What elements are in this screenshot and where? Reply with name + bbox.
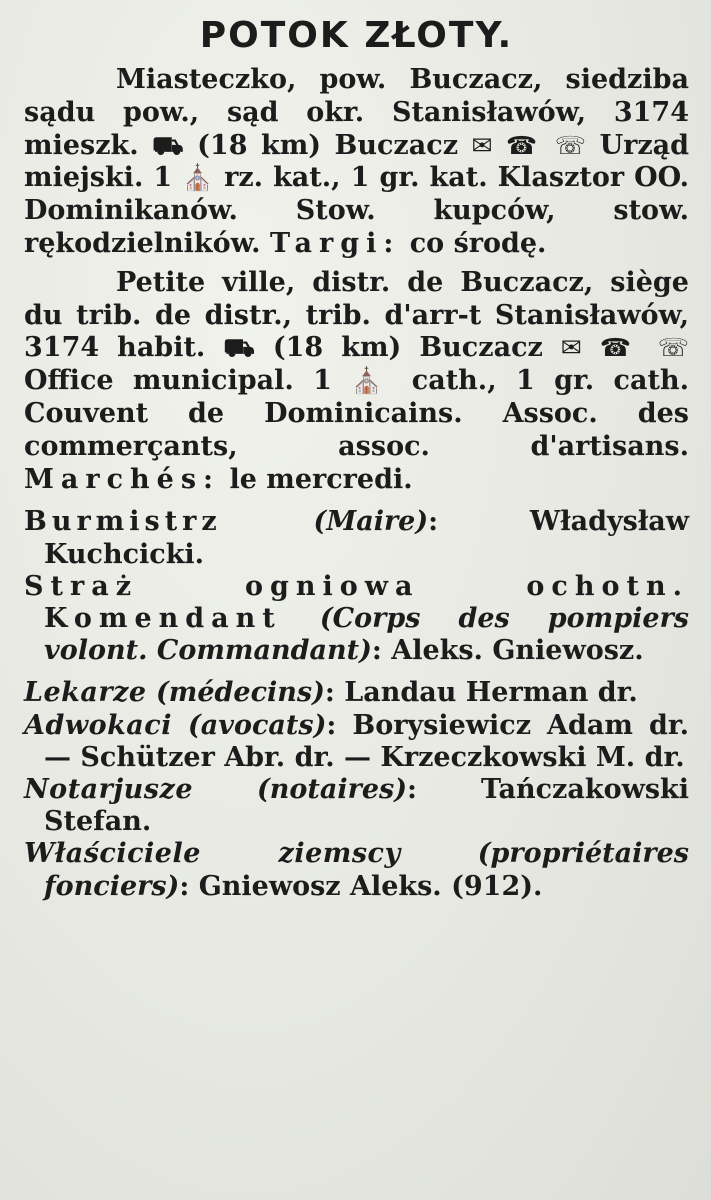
post-office-icon: ✉ — [471, 130, 493, 160]
telegraph-icon: ☎ — [506, 130, 542, 160]
marches-value: le mercredi. — [229, 463, 413, 495]
lekarze-value: : Landau Herman dr. — [324, 677, 638, 709]
railway-icon-fr: ⛟ — [223, 333, 255, 363]
french-paragraph — [24, 267, 689, 497]
entry-notarjusze — [24, 774, 689, 838]
polish-paragraph — [24, 64, 689, 261]
entry-burmistrz — [24, 506, 689, 570]
entry-wlasciciele — [24, 838, 689, 902]
church-icon: ⛪ — [182, 163, 215, 193]
wlasciciele-fr: (propriétaires fonciers) — [44, 838, 689, 902]
polish-text-4: rz. kat., 1 gr. kat. Klasztor OO. Dominikanów. Stow. kupców, stow. rękodzielników. — [24, 162, 690, 259]
adwokaci-fr: (avocats) — [188, 709, 327, 741]
french-text-1: Petite ville, distr. de Buczacz, siège du trib. de distr., trib. d'arr-t Stanisławów, 3174 habit. — [24, 266, 689, 364]
straz-value: : Aleks. Gniewosz. — [371, 635, 644, 667]
entry-straz — [24, 571, 689, 668]
notarjusze-fr: (notaires) — [257, 773, 408, 805]
targi-value: co środę. — [409, 227, 547, 259]
straz-fr: (Corps des pompiers volont. Commandant) — [44, 602, 689, 667]
lekarze-label: Lekarze — [24, 677, 147, 709]
page-title: POTOK ZŁOTY. — [199, 15, 514, 56]
polish-text-3: Urząd miejski. 1 — [24, 129, 690, 194]
telegraph-icon-fr: ☎ — [599, 333, 640, 363]
telephone-icon-fr: ☏ — [657, 333, 689, 363]
adwokaci-value: : Borysiewicz Adam dr. — Schützer Abr. dr. — Krzeczkowski M. dr. — [44, 709, 689, 773]
telephone-icon: ☏ — [554, 130, 587, 160]
adwokaci-label: Adwokaci — [24, 709, 172, 741]
entry-lekarze — [24, 677, 689, 709]
marches-label: Marchés: — [24, 463, 221, 495]
burmistrz-label: Burmistrz — [24, 506, 222, 538]
post-office-icon-fr: ✉ — [560, 333, 582, 363]
polish-text-1: Miasteczko, pow. Buczacz, siedziba sądu pow., sąd okr. Stanisławów, 3174 mieszk. — [24, 64, 689, 161]
burmistrz-value: : Władysław Kuchcicki. — [44, 506, 690, 570]
targi-label: Targi: — [269, 227, 401, 259]
lekarze-fr: (médecins) — [156, 677, 325, 709]
entry-adwokaci — [24, 710, 689, 774]
straz-label: Straż ogniowa ochotn. Komendant — [24, 570, 689, 634]
notarjusze-label: Notarjusze — [24, 773, 193, 805]
french-text-2: (18 km) Buczacz — [272, 332, 543, 364]
railway-icon: ⛟ — [152, 130, 184, 160]
notarjusze-value: : Tańczakowski Stefan. — [44, 773, 690, 838]
french-text-3: Office municipal. 1 — [24, 365, 332, 397]
polish-text-2: (18 km) Buczacz — [197, 129, 459, 161]
wlasciciele-label: Właściciele ziemscy — [24, 838, 401, 870]
french-text-4: cath., 1 gr. cath. Couvent de Dominicains. Assoc. des commerçants, assoc. d'artisans. — [24, 365, 689, 462]
burmistrz-fr: (Maire) — [313, 506, 429, 538]
wlasciciele-value: : Gniewosz Aleks. (912). — [179, 870, 543, 902]
church-icon-fr: ⛪ — [351, 366, 393, 396]
